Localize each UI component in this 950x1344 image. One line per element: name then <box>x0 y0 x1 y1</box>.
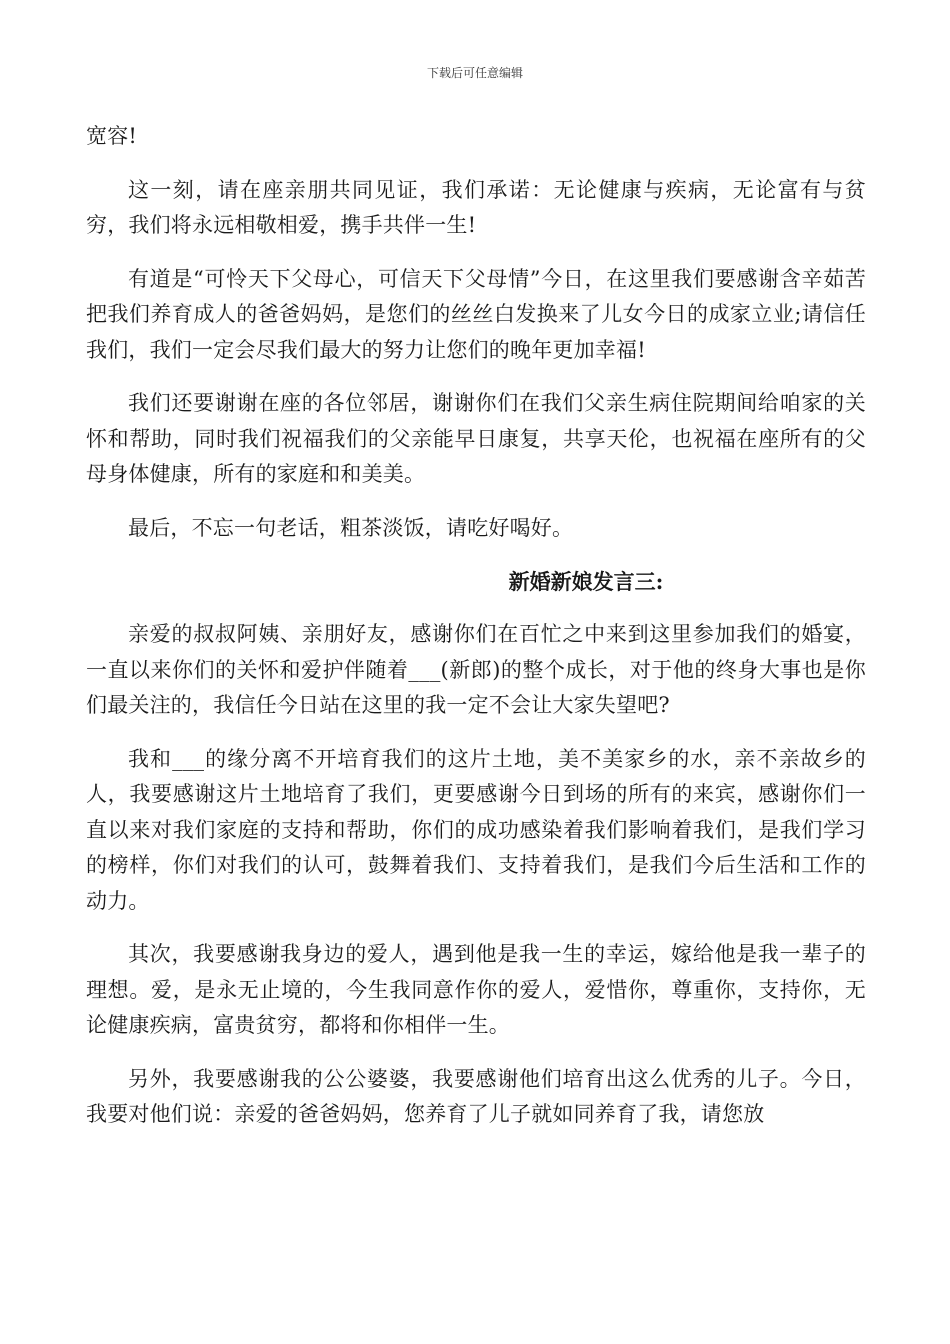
paragraph-continuation: 宽容! <box>86 124 138 148</box>
document-body <box>86 119 866 1151</box>
page-header: 下载后可任意编辑 <box>426 66 523 80</box>
paragraph-greeting: 亲爱的叔叔阿姨、亲朋好友，感谢你们在百忙之中来到这里参加我们的婚宴，一直以来你们的关怀和爱护伴随着___(新郎)的整个成长，对于他的终身大事也是你们最关注的，我信任今日站在这里的我一定不会让大家失望吧? <box>86 622 866 717</box>
section-heading: 新婚新娘发言三: <box>508 569 664 594</box>
paragraph-parents-thanks: 有道是“可怜天下父母心，可信天下父母情”今日，在这里我们要感谢含辛茹苦把我们养育成人的爸爸妈妈，是您们的丝丝白发换来了儿女今日的成家立业;请信任我们，我们一定会尽我们最大的努力让您们的晚年更加幸福! <box>86 266 866 362</box>
paragraph-closing: 最后，不忘一句老话，粗茶淡饭，请吃好喝好。 <box>128 515 574 540</box>
paragraph-in-laws: 另外，我要感谢我的公公婆婆，我要感谢他们培育出这么优秀的儿子。今日，我要对他们说：亲爱的爸爸妈妈，您养育了儿子就如同养育了我，请您放 <box>86 1066 866 1126</box>
paragraph-hometown: 我和___的缘分离不开培育我们的这片土地，美不美家乡的水，亲不亲故乡的人，我要感谢这片土地培育了我们，更要感谢今日到场的所有的来宾，感谢你们一直以来对我们家庭的支持和帮助，你们的成功感染着我们影响着我们，是我们学习的榜样，你们对我们的认可，鼓舞着我们、支持着我们，是我们今后生活和工作的动力。 <box>86 746 866 913</box>
paragraph-promise: 这一刻，请在座亲朋共同见证，我们承诺：无论健康与疾病，无论富有与贫穷，我们将永远相敬相爱，携手共伴一生! <box>86 177 866 237</box>
paragraph-neighbors-thanks: 我们还要谢谢在座的各位邻居，谢谢你们在我们父亲生病住院期间给咱家的关怀和帮助，同时我们祝福我们的父亲能早日康复，共享天伦，也祝福在座所有的父母身体健康，所有的家庭和和美美。 <box>86 391 866 486</box>
paragraph-spouse: 其次，我要感谢我身边的爱人，遇到他是我一生的幸运，嫁给他是我一辈子的理想。爱，是永无止境的，今生我同意作你的爱人，爱惜你，尊重你，支持你，无论健康疾病，富贵贫穷，都将和你相伴一生。 <box>86 942 866 1037</box>
